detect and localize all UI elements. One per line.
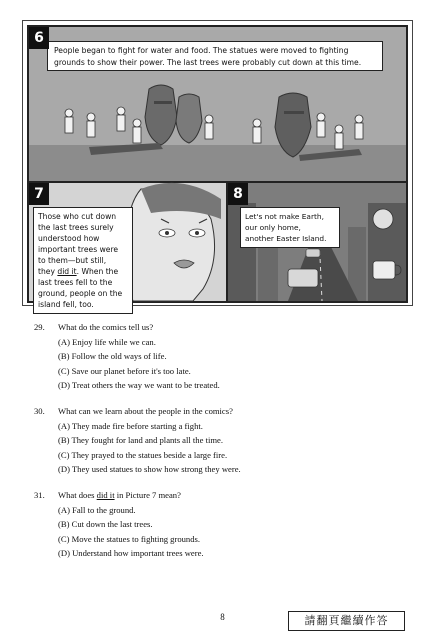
panel-7-caption-line: understood how: [38, 234, 100, 243]
answer-option: (D) Understand how important trees were.: [58, 548, 204, 559]
panel-7-caption-line: Those who cut down: [38, 212, 117, 221]
panel-7-caption-line: [38, 266, 128, 277]
panel-number-8: 8: [228, 183, 248, 205]
underlined-phrase: did it: [57, 267, 77, 276]
stem-text: in Picture 7 mean?: [114, 489, 181, 500]
panel-6-caption: [47, 41, 383, 71]
turn-page-notice: 請翻頁繼續作答: [288, 611, 405, 631]
panel-7-caption-line: ground, people on the: [38, 289, 123, 298]
question-stem: What can we learn about the people in the comics?: [58, 405, 233, 416]
page-number: 8: [220, 612, 225, 622]
answer-option: (C) They prayed to the statues beside a large fire.: [58, 449, 228, 460]
answer-option: (C) Save our planet before it's too late.: [58, 365, 191, 376]
question-number: 31.: [34, 489, 45, 500]
answer-option: (C) Move the statues to fighting grounds.: [58, 533, 201, 544]
answer-option: (D) Treat others the way we want to be treated.: [58, 380, 220, 391]
question-stem: [58, 488, 181, 503]
answer-option: (B) They fought for land and plants all the time.: [58, 435, 223, 446]
question-list: [34, 320, 424, 572]
caption-text: . When the: [76, 267, 119, 276]
panel-7-caption-line: last trees fell to the: [38, 278, 113, 287]
panel-6-caption-line: grounds to show their power. The last trees were probably cut down at this time.: [54, 58, 362, 67]
comic-strip: [22, 20, 413, 309]
question-number: 29.: [34, 322, 45, 332]
stem-text: What does: [58, 489, 97, 500]
answer-option: (D) They used statues to show how strong they were.: [58, 464, 241, 475]
question-number: 30.: [34, 405, 45, 416]
caption-text: they: [38, 267, 58, 276]
question-30: [34, 404, 424, 477]
panel-7-caption-line: important trees were: [38, 245, 119, 254]
question-31: [34, 488, 424, 561]
comic-panel-7: [27, 181, 228, 309]
panel-8-caption-line: Let's not make Earth, our only home,: [245, 212, 324, 232]
question-29: [34, 320, 424, 393]
answer-option: (B) Cut down the last trees.: [58, 519, 153, 530]
comic-panel-8: [226, 181, 408, 303]
underlined-phrase: did it: [96, 489, 115, 500]
panel-7-caption-line: to them—but still,: [38, 256, 107, 265]
panel-7-caption-line: the last trees surely: [38, 223, 114, 232]
panel-number-6: 6: [29, 27, 49, 49]
panel-number-7: 7: [29, 183, 49, 205]
panel-7-caption-line: island fell, too.: [38, 300, 94, 309]
panel-8-caption: [240, 207, 340, 248]
panel-6-caption-line: People began to fight for water and food. The statues were moved to fighting: [54, 46, 349, 55]
question-stem: What do the comics tell us?: [58, 322, 154, 332]
answer-option: (A) Enjoy life while we can.: [58, 336, 156, 347]
answer-option: (B) Follow the old ways of life.: [58, 351, 167, 362]
answer-option: (A) They made fire before starting a fight.: [58, 420, 203, 431]
panel-8-caption-line: another Easter Island.: [245, 234, 327, 243]
panel-7-caption: [33, 207, 133, 314]
comic-panel-6: [27, 25, 408, 183]
answer-option: (A) Fall to the ground.: [58, 504, 136, 515]
